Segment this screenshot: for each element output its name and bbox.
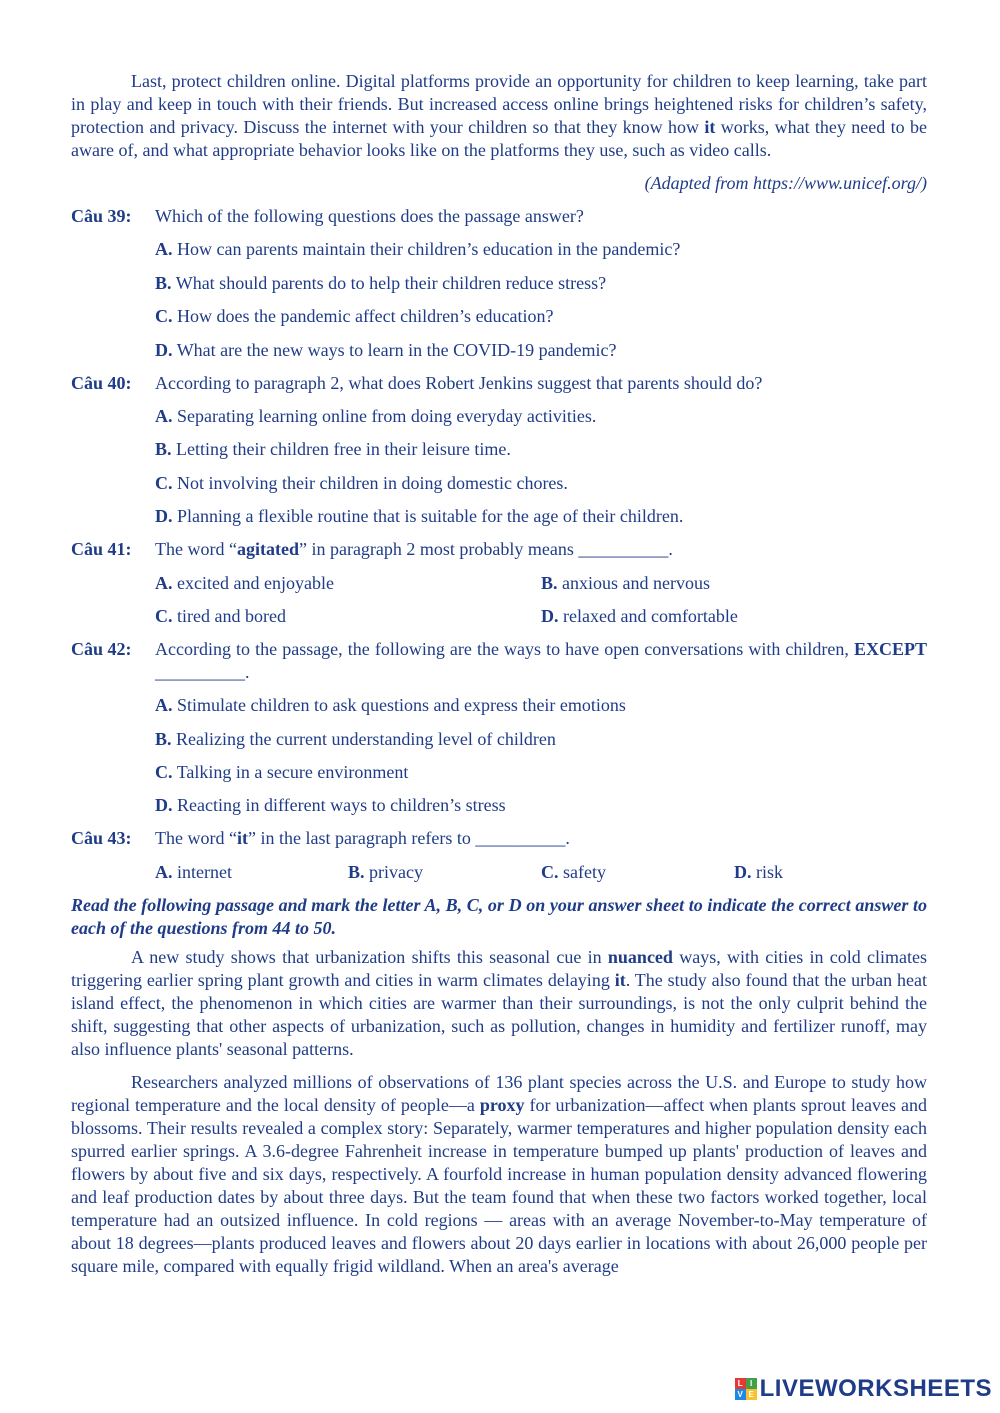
logo-mark-tile: L <box>735 1378 746 1389</box>
passage2-paragraph-1: A new study shows that urbanization shifts this seasonal cue in nuanced ways, with cities in cold climates triggering earlier spring plant growth and cities in warm climates delaying it. The study also found that the urban heat island effect, the phenomenon in which cities are warmer than their surroundings, is not the only culprit behind the shift, suggesting that other aspects of urbanization, such as pollution, changes in humidity and fertilizer runoff, may also influence plants' seasonal patterns. <box>71 946 928 1059</box>
option-42-c[interactable]: C. Talking in a secure environment <box>155 762 409 783</box>
question-42 <box>71 638 927 684</box>
question-stem: According to paragraph 2, what does Robert Jenkins suggest that parents should do? <box>155 372 763 393</box>
question-43 <box>71 827 927 850</box>
question-number: Câu 40: <box>71 372 132 393</box>
option-41-c[interactable]: C. tired and bored <box>155 605 286 626</box>
options-row <box>155 861 927 884</box>
option-42-d[interactable]: D. Reacting in different ways to children’s stress <box>155 795 506 816</box>
option-42-a[interactable]: A. Stimulate children to ask questions and express their emotions <box>155 695 626 716</box>
vocab-nuanced: nuanced <box>607 946 673 967</box>
options-row <box>155 605 927 628</box>
question-number: Câu 42: <box>71 638 132 659</box>
logo-mark-tile: V <box>735 1389 746 1400</box>
option-39-d[interactable]: D. What are the new ways to learn in the COVID-19 pandemic? <box>155 339 617 360</box>
option-40-c[interactable]: C. Not involving their children in doing domestic chores. <box>155 472 568 493</box>
options-row <box>155 572 927 595</box>
option-40-a[interactable]: A. Separating learning online from doing everyday activities. <box>155 405 597 426</box>
option-40-b[interactable]: B. Letting their children free in their leisure time. <box>155 439 511 460</box>
option-42-b[interactable]: B. Realizing the current understanding level of children <box>155 728 556 749</box>
option-39-b[interactable]: B. What should parents do to help their children reduce stress? <box>155 272 607 293</box>
liveworksheets-logo <box>735 1375 992 1403</box>
question-stem: According to the passage, the following are the ways to have open conversations with children, EXCEPT __________. <box>155 638 927 682</box>
option-39-a[interactable]: A. How can parents maintain their children’s education in the pandemic? <box>155 239 681 260</box>
referent-it: it <box>614 969 626 990</box>
source-citation: (Adapted from https://www.unicef.org/) <box>644 173 927 193</box>
question-40 <box>71 372 927 395</box>
question-41 <box>71 538 927 561</box>
option-40-d[interactable]: D. Planning a flexible routine that is suitable for the age of their children. <box>155 506 684 527</box>
passage2-paragraph-2: Researchers analyzed millions of observations of 136 plant species across the U.S. and Europe to study how regional temperature and the local density of people—a proxy for urbanization—affect when plants sprout leaves and blossoms. Their results revealed a complex story: Separately, warmer temperatures and higher population density each spurred earlier springs. A 3.6-degree Fahrenheit increase in temperature bumped up plants' production of leaves and flowers by about five and six days, respectively. A fourfold increase in human population density advanced flowering and leaf production dates by about three days. But the team found that when these two factors worked together, local temperature had an outsized influence. In cold regions — areas with an average November-to-May temperature of about 18 degrees—plants produced leaves and flowers about 20 days earlier in locations with about 26,000 people per square mile, compared with equally frigid wildland. When an area's average <box>71 1071 927 1276</box>
option-43-b[interactable]: B. privacy <box>348 861 423 882</box>
logo-mark-tile: I <box>746 1378 757 1389</box>
question-39 <box>71 205 927 228</box>
question-number: Câu 43: <box>71 828 132 849</box>
question-number: Câu 39: <box>71 206 132 226</box>
logo-mark-tile: E <box>746 1389 757 1400</box>
option-41-d[interactable]: D. relaxed and comfortable <box>541 605 738 626</box>
option-41-b[interactable]: B. anxious and nervous <box>541 572 710 593</box>
option-43-d[interactable]: D. risk <box>734 861 783 882</box>
worksheet-page <box>71 70 927 1278</box>
question-stem: The word “agitated” in paragraph 2 most probably means __________. <box>155 539 673 560</box>
section-instruction: Read the following passage and mark the letter A, B, C, or D on your answer sheet to indicate the correct answer to each of the questions from 44 to 50. <box>71 894 927 938</box>
option-41-a[interactable]: A. excited and enjoyable <box>155 572 334 593</box>
option-43-a[interactable]: A. internet <box>155 861 232 882</box>
question-stem: Which of the following questions does the passage answer? <box>155 206 584 226</box>
option-43-c[interactable]: C. safety <box>541 861 606 882</box>
option-39-c[interactable]: C. How does the pandemic affect children’s education? <box>155 306 554 327</box>
question-stem: The word “it” in the last paragraph refers to __________. <box>155 828 570 849</box>
referent-it: it <box>704 117 716 137</box>
logo-text: LIVEWORKSHEETS <box>759 1375 992 1402</box>
vocab-proxy: proxy <box>479 1094 525 1115</box>
question-number: Câu 41: <box>71 539 132 560</box>
passage1-last-paragraph: Last, protect children online. Digital platforms provide an opportunity for children to keep learning, take part in play and keep in touch with their friends. But increased access online brings heightened risks for children’s safety, protection and privacy. Discuss the internet with your children so that they know how it works, what they need to be aware of, and what appropriate behavior looks like on the platforms they use, such as video calls. <box>71 71 927 160</box>
logo-mark-icon <box>735 1378 757 1400</box>
